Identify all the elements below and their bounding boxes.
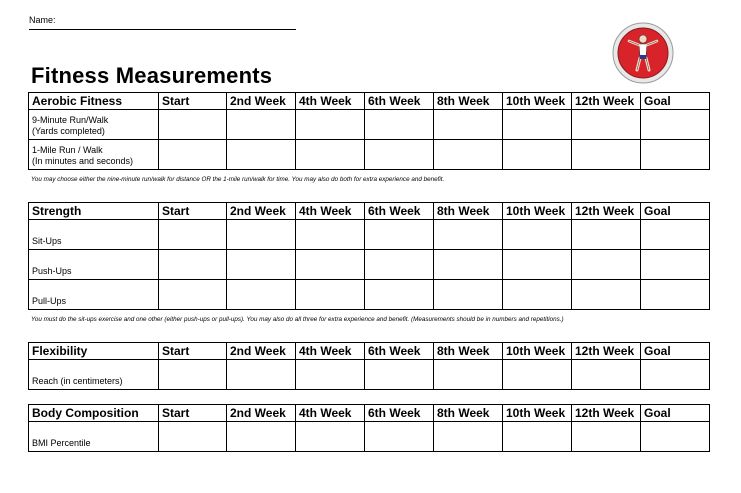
entry-cell[interactable] xyxy=(503,250,572,280)
entry-cell[interactable] xyxy=(641,140,710,170)
entry-cell[interactable] xyxy=(296,140,365,170)
column-header: 10th Week xyxy=(503,343,572,360)
entry-cell[interactable] xyxy=(159,220,227,250)
entry-cell[interactable] xyxy=(365,422,434,452)
table-row xyxy=(29,110,710,140)
entry-cell[interactable] xyxy=(365,360,434,390)
entry-cell[interactable] xyxy=(641,250,710,280)
aerobic-fitness-table xyxy=(28,92,710,170)
entry-cell[interactable] xyxy=(227,422,296,452)
entry-cell[interactable] xyxy=(434,110,503,140)
column-header: Start xyxy=(159,203,227,220)
entry-cell[interactable] xyxy=(227,140,296,170)
column-header: 10th Week xyxy=(503,203,572,220)
column-header: 6th Week xyxy=(365,405,434,422)
entry-cell[interactable] xyxy=(572,280,641,310)
column-header: Start xyxy=(159,93,227,110)
entry-cell[interactable] xyxy=(296,422,365,452)
row-label: Reach (in centimeters) xyxy=(29,360,159,390)
entry-cell[interactable] xyxy=(503,360,572,390)
column-header: 10th Week xyxy=(503,405,572,422)
row-label xyxy=(29,110,159,140)
fitness-badge-icon xyxy=(612,22,674,84)
row-label: Pull-Ups xyxy=(29,280,159,310)
entry-cell[interactable] xyxy=(434,360,503,390)
name-label: Name: xyxy=(29,15,56,25)
entry-cell[interactable] xyxy=(572,360,641,390)
entry-cell[interactable] xyxy=(296,280,365,310)
entry-cell[interactable] xyxy=(365,110,434,140)
column-header: 8th Week xyxy=(434,93,503,110)
entry-cell[interactable] xyxy=(159,422,227,452)
column-header: 2nd Week xyxy=(227,203,296,220)
row-label-line: (Yards completed) xyxy=(32,126,105,136)
section-heading: Body Composition xyxy=(29,405,159,422)
entry-cell[interactable] xyxy=(227,280,296,310)
entry-cell[interactable] xyxy=(503,422,572,452)
body-composition-table xyxy=(28,404,710,452)
row-label-line: 9-Minute Run/Walk xyxy=(32,115,109,125)
entry-cell[interactable] xyxy=(296,360,365,390)
entry-cell[interactable] xyxy=(296,110,365,140)
column-header: 12th Week xyxy=(572,343,641,360)
entry-cell[interactable] xyxy=(159,110,227,140)
entry-cell[interactable] xyxy=(503,110,572,140)
column-header: 12th Week xyxy=(572,203,641,220)
table-row xyxy=(29,280,710,310)
column-header: Start xyxy=(159,405,227,422)
column-header: 6th Week xyxy=(365,343,434,360)
entry-cell[interactable] xyxy=(365,220,434,250)
entry-cell[interactable] xyxy=(572,110,641,140)
entry-cell[interactable] xyxy=(296,250,365,280)
entry-cell[interactable] xyxy=(503,220,572,250)
strength-note: You must do the sit-ups exercise and one other (either push-ups or pull-ups). You may also do all three for extra experience and benefit. (Measurements should be in numbers and repetitions.) xyxy=(31,316,564,323)
section-heading: Aerobic Fitness xyxy=(29,93,159,110)
section-heading: Flexibility xyxy=(29,343,159,360)
table-row xyxy=(29,250,710,280)
row-label-line: 1-Mile Run / Walk xyxy=(32,145,103,155)
column-header: Goal xyxy=(641,343,710,360)
table-row xyxy=(29,220,710,250)
entry-cell[interactable] xyxy=(572,220,641,250)
table-header-row xyxy=(29,405,710,422)
column-header: Goal xyxy=(641,405,710,422)
entry-cell[interactable] xyxy=(365,280,434,310)
entry-cell[interactable] xyxy=(159,360,227,390)
entry-cell[interactable] xyxy=(641,422,710,452)
column-header: Goal xyxy=(641,203,710,220)
aerobic-note: You may choose either the nine-minute run/walk for distance OR the 1-mile run/walk for time. You may also do both for extra experience and benefit. xyxy=(31,176,445,183)
column-header: 4th Week xyxy=(296,343,365,360)
row-label xyxy=(29,140,159,170)
entry-cell[interactable] xyxy=(227,110,296,140)
entry-cell[interactable] xyxy=(159,250,227,280)
entry-cell[interactable] xyxy=(572,250,641,280)
entry-cell[interactable] xyxy=(159,280,227,310)
column-header: 12th Week xyxy=(572,405,641,422)
column-header: 2nd Week xyxy=(227,93,296,110)
column-header: Goal xyxy=(641,93,710,110)
column-header: Start xyxy=(159,343,227,360)
entry-cell[interactable] xyxy=(434,250,503,280)
table-header-row xyxy=(29,343,710,360)
entry-cell[interactable] xyxy=(227,360,296,390)
row-label: BMI Percentile xyxy=(29,422,159,452)
column-header: 4th Week xyxy=(296,203,365,220)
table-row xyxy=(29,360,710,390)
entry-cell[interactable] xyxy=(365,140,434,170)
entry-cell[interactable] xyxy=(503,140,572,170)
flexibility-table xyxy=(28,342,710,390)
row-label: Push-Ups xyxy=(29,250,159,280)
entry-cell[interactable] xyxy=(641,360,710,390)
entry-cell[interactable] xyxy=(159,140,227,170)
table-header-row xyxy=(29,93,710,110)
entry-cell[interactable] xyxy=(641,110,710,140)
table-header-row xyxy=(29,203,710,220)
name-field[interactable] xyxy=(29,13,296,30)
column-header: 2nd Week xyxy=(227,405,296,422)
strength-table xyxy=(28,202,710,310)
entry-cell[interactable] xyxy=(572,140,641,170)
column-header: 4th Week xyxy=(296,405,365,422)
entry-cell[interactable] xyxy=(434,422,503,452)
column-header: 10th Week xyxy=(503,93,572,110)
entry-cell[interactable] xyxy=(572,422,641,452)
table-row xyxy=(29,140,710,170)
entry-cell[interactable] xyxy=(227,250,296,280)
column-header: 8th Week xyxy=(434,203,503,220)
column-header: 8th Week xyxy=(434,405,503,422)
row-label-line: (In minutes and seconds) xyxy=(32,156,134,166)
entry-cell[interactable] xyxy=(296,220,365,250)
column-header: 6th Week xyxy=(365,93,434,110)
entry-cell[interactable] xyxy=(503,280,572,310)
column-header: 2nd Week xyxy=(227,343,296,360)
column-header: 6th Week xyxy=(365,203,434,220)
section-heading: Strength xyxy=(29,203,159,220)
table-row xyxy=(29,422,710,452)
column-header: 12th Week xyxy=(572,93,641,110)
row-label: Sit-Ups xyxy=(29,220,159,250)
page-title: Fitness Measurements xyxy=(31,63,273,88)
entry-cell[interactable] xyxy=(434,140,503,170)
column-header: 4th Week xyxy=(296,93,365,110)
entry-cell[interactable] xyxy=(641,280,710,310)
entry-cell[interactable] xyxy=(641,220,710,250)
entry-cell[interactable] xyxy=(365,250,434,280)
entry-cell[interactable] xyxy=(227,220,296,250)
entry-cell[interactable] xyxy=(434,220,503,250)
entry-cell[interactable] xyxy=(434,280,503,310)
column-header: 8th Week xyxy=(434,343,503,360)
